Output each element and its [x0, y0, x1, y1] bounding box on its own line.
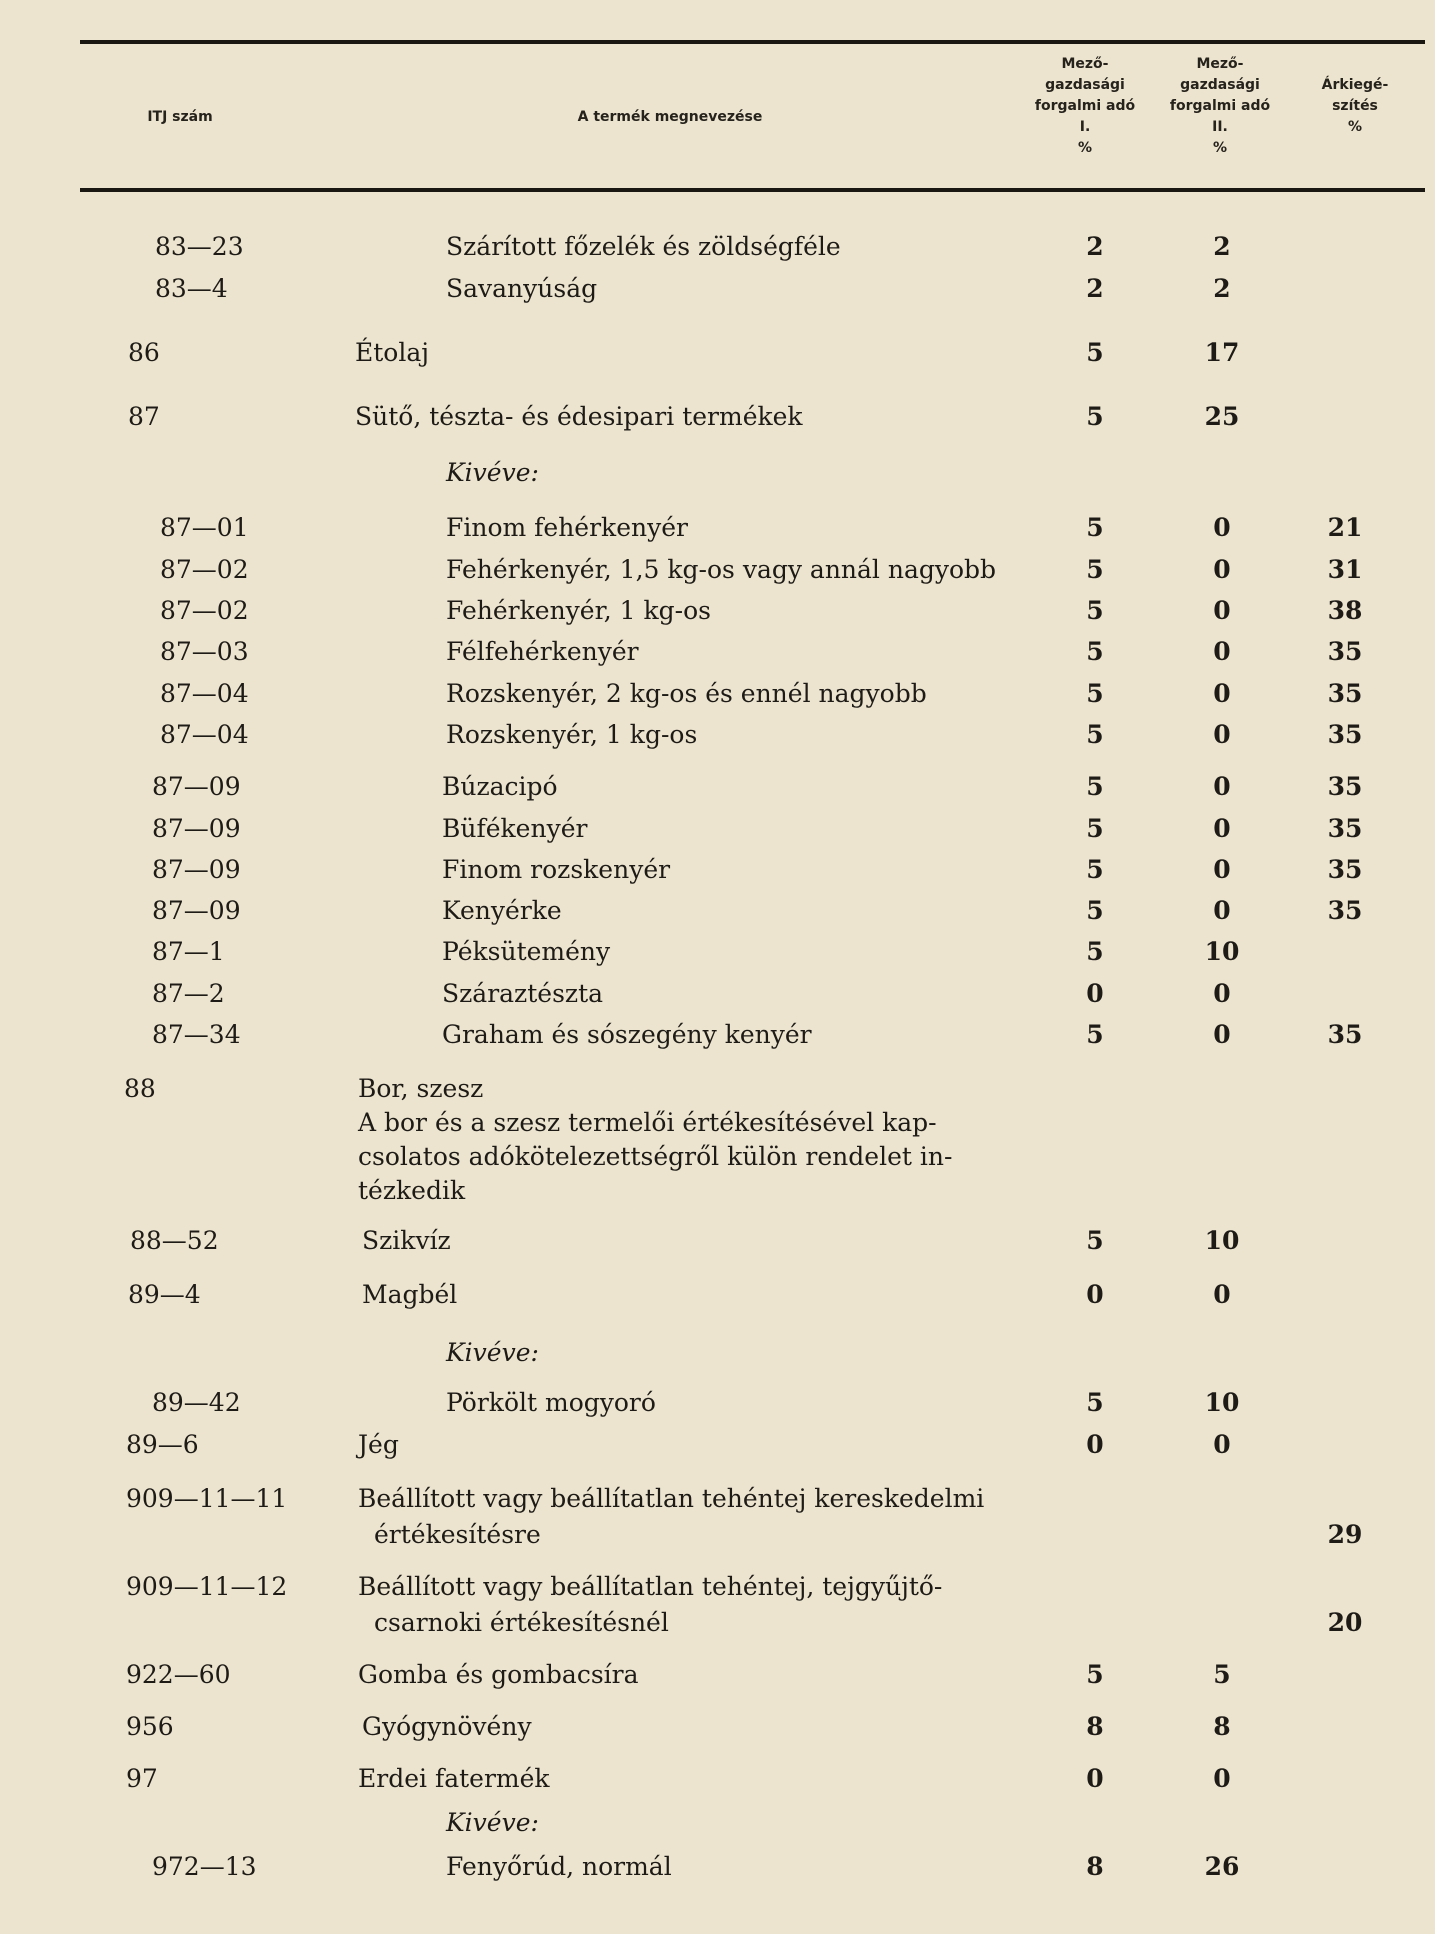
tax1-value: 0 — [1086, 1764, 1104, 1793]
tax2-value: 0 — [1213, 513, 1231, 542]
itj-code: 86 — [128, 338, 160, 367]
tax2-value: 0 — [1213, 679, 1231, 708]
product-name: Száraztészta — [442, 979, 604, 1008]
tax1-value: 5 — [1086, 720, 1104, 749]
table-row — [0, 1224, 1435, 1258]
tax1-value: 5 — [1086, 402, 1104, 431]
table-row — [0, 1570, 1435, 1604]
product-name: értékesítésre — [374, 1520, 541, 1549]
table-row — [0, 1806, 1435, 1840]
table-row — [0, 1482, 1435, 1516]
note-88: A bor és a szesz termelői értékesítésével kap- csolatos adókötelezettségről külön rendelet in- tézkedik — [358, 1108, 953, 1205]
itj-code: 87—2 — [152, 979, 225, 1008]
tax1-value: 5 — [1086, 679, 1104, 708]
itj-code: 83—4 — [155, 274, 228, 303]
tax2-value: 0 — [1213, 555, 1231, 584]
itj-code: 83—23 — [155, 232, 244, 261]
tax2-value: 0 — [1213, 979, 1231, 1008]
table-row — [0, 1606, 1435, 1640]
tax2-value: 25 — [1204, 402, 1240, 431]
product-name: Jég — [358, 1430, 399, 1459]
tax1-value: 5 — [1086, 1226, 1104, 1255]
product-name: Búzacipó — [442, 772, 558, 801]
itj-code: 956 — [126, 1712, 174, 1741]
table-row — [0, 1386, 1435, 1420]
itj-code: 87—04 — [160, 720, 249, 749]
tax1-value: 5 — [1086, 937, 1104, 966]
tax1-value: 5 — [1086, 896, 1104, 925]
price-supplement-value: 35 — [1327, 855, 1363, 884]
tax2-value: 10 — [1204, 937, 1240, 966]
tax1-value: 2 — [1086, 274, 1104, 303]
product-name: Finom rozskenyér — [442, 855, 671, 884]
tax2-value: 0 — [1213, 1280, 1231, 1309]
table-row — [0, 1072, 1435, 1106]
product-name: Kivéve: — [446, 1338, 539, 1367]
table-row — [0, 1762, 1435, 1796]
product-name: Fehérkenyér, 1,5 kg-os vagy annál nagyobb — [446, 555, 997, 584]
table-row — [0, 272, 1435, 306]
itj-code: 972—13 — [152, 1852, 257, 1881]
table-row — [0, 894, 1435, 928]
product-name: Rozskenyér, 1 kg-os — [446, 720, 698, 749]
itj-code: 87—09 — [152, 772, 241, 801]
header-price: Árkiegé- szítés % — [1321, 77, 1389, 135]
product-name: Péksütemény — [442, 937, 611, 966]
header-tax1: Mező- gazdasági forgalmi adó I. % — [1034, 56, 1136, 156]
tax1-value: 5 — [1086, 855, 1104, 884]
tax2-value: 0 — [1213, 1430, 1231, 1459]
itj-code: 87—09 — [152, 814, 241, 843]
table-row — [0, 1278, 1435, 1312]
tax1-value: 5 — [1086, 338, 1104, 367]
table-row — [0, 553, 1435, 587]
tax1-value: 5 — [1086, 596, 1104, 625]
table-row — [0, 1658, 1435, 1692]
header-tax2: Mező- gazdasági forgalmi adó II. % — [1169, 56, 1271, 156]
itj-code: 922—60 — [126, 1660, 231, 1689]
product-name: Büfékenyér — [442, 814, 588, 843]
tax1-value: 0 — [1086, 1430, 1104, 1459]
product-name: Kenyérke — [442, 896, 562, 925]
itj-code: 97 — [126, 1764, 158, 1793]
tax1-value: 5 — [1086, 814, 1104, 843]
price-supplement-value: 31 — [1327, 555, 1363, 584]
tax1-value: 5 — [1086, 555, 1104, 584]
tax1-value: 2 — [1086, 232, 1104, 261]
tax1-value: 5 — [1086, 1660, 1104, 1689]
tax2-value: 26 — [1204, 1852, 1240, 1881]
price-supplement-value: 20 — [1327, 1608, 1363, 1637]
tax2-value: 8 — [1213, 1712, 1231, 1741]
product-name: Erdei fatermék — [358, 1764, 550, 1793]
tax2-value: 5 — [1213, 1660, 1231, 1689]
tax2-value: 0 — [1213, 896, 1231, 925]
product-name: Szikvíz — [362, 1226, 451, 1255]
tax2-value: 10 — [1204, 1388, 1240, 1417]
table-row — [0, 1336, 1435, 1370]
table-row — [0, 1850, 1435, 1884]
product-name: Kivéve: — [446, 1808, 539, 1837]
price-supplement-value: 29 — [1327, 1520, 1363, 1549]
table-row — [0, 594, 1435, 628]
tax2-value: 2 — [1213, 274, 1231, 303]
table-row — [0, 770, 1435, 804]
product-name: Szárított főzelék és zöldségféle — [446, 232, 841, 261]
product-name: Gyógynövény — [362, 1712, 532, 1741]
product-name: Beállított vagy beállítatlan tehéntej kereskedelmi — [358, 1484, 985, 1513]
itj-code: 909—11—11 — [126, 1484, 288, 1513]
itj-code: 909—11—12 — [126, 1572, 288, 1601]
table-row — [0, 718, 1435, 752]
table-row — [0, 1428, 1435, 1462]
itj-code: 89—42 — [152, 1388, 241, 1417]
price-supplement-value: 21 — [1327, 513, 1363, 542]
product-name: Savanyúság — [446, 274, 598, 303]
price-supplement-value: 35 — [1327, 772, 1363, 801]
product-name: Fenyőrúd, normál — [446, 1852, 672, 1881]
price-supplement-value: 35 — [1327, 720, 1363, 749]
product-name: Fehérkenyér, 1 kg-os — [446, 596, 712, 625]
tax2-value: 0 — [1213, 1020, 1231, 1049]
tax2-value: 0 — [1213, 596, 1231, 625]
itj-code: 88 — [124, 1074, 156, 1103]
tax2-value: 17 — [1204, 338, 1240, 367]
product-name: Gomba és gombacsíra — [358, 1660, 639, 1689]
product-name: Sütő, tészta- és édesipari termékek — [355, 402, 803, 431]
tax1-value: 5 — [1086, 772, 1104, 801]
price-supplement-value: 35 — [1327, 896, 1363, 925]
table-row — [0, 635, 1435, 669]
product-name: Pörkölt mogyoró — [446, 1388, 656, 1417]
price-supplement-value: 35 — [1327, 1020, 1363, 1049]
product-name: Rozskenyér, 2 kg-os és ennél nagyobb — [446, 679, 927, 708]
itj-code: 88—52 — [130, 1226, 219, 1255]
price-supplement-value: 35 — [1327, 637, 1363, 666]
product-name: Félfehérkenyér — [446, 637, 639, 666]
tax2-value: 0 — [1213, 772, 1231, 801]
table-row — [0, 1018, 1435, 1052]
header-itj: ITJ szám — [147, 109, 213, 125]
product-name: Bor, szesz — [358, 1074, 484, 1103]
product-name: Graham és sószegény kenyér — [442, 1020, 812, 1049]
tax1-value: 8 — [1086, 1712, 1104, 1741]
itj-code: 87 — [128, 402, 160, 431]
table-row — [0, 677, 1435, 711]
tax2-value: 0 — [1213, 720, 1231, 749]
itj-code: 87—34 — [152, 1020, 241, 1049]
tax1-value: 0 — [1086, 1280, 1104, 1309]
product-name: Magbél — [362, 1280, 458, 1309]
itj-code: 89—6 — [126, 1430, 199, 1459]
table-row — [0, 935, 1435, 969]
table-row — [0, 1710, 1435, 1744]
table-row — [0, 400, 1435, 434]
tax1-value: 5 — [1086, 1020, 1104, 1049]
tax2-value: 2 — [1213, 232, 1231, 261]
tax2-value: 0 — [1213, 1764, 1231, 1793]
price-supplement-value: 38 — [1327, 596, 1363, 625]
table-row — [0, 511, 1435, 545]
tax1-value: 8 — [1086, 1852, 1104, 1881]
table-row — [0, 853, 1435, 887]
itj-code: 87—02 — [160, 596, 249, 625]
itj-code: 87—1 — [152, 937, 225, 966]
itj-code: 87—03 — [160, 637, 249, 666]
product-name: Finom fehérkenyér — [446, 513, 688, 542]
product-name: Beállított vagy beállítatlan tehéntej, tejgyűjtő- — [358, 1572, 943, 1601]
itj-code: 89—4 — [128, 1280, 201, 1309]
itj-code: 87—09 — [152, 896, 241, 925]
table-row — [0, 456, 1435, 490]
itj-code: 87—02 — [160, 555, 249, 584]
price-supplement-value: 35 — [1327, 814, 1363, 843]
product-name: csarnoki értékesítésnél — [374, 1608, 669, 1637]
product-name: Étolaj — [355, 338, 429, 367]
tax2-value: 0 — [1213, 814, 1231, 843]
itj-code: 87—04 — [160, 679, 249, 708]
table-row — [0, 812, 1435, 846]
table-row — [0, 336, 1435, 370]
table-row — [0, 977, 1435, 1011]
price-supplement-value: 35 — [1327, 679, 1363, 708]
tax2-value: 0 — [1213, 855, 1231, 884]
itj-code: 87—09 — [152, 855, 241, 884]
itj-code: 87—01 — [160, 513, 249, 542]
tax1-value: 5 — [1086, 513, 1104, 542]
tax2-value: 0 — [1213, 637, 1231, 666]
top-rule — [80, 40, 1425, 44]
tax1-value: 5 — [1086, 637, 1104, 666]
table-row — [0, 1518, 1435, 1552]
header-bottom-rule — [80, 188, 1425, 192]
product-name: Kivéve: — [446, 458, 539, 487]
tax1-value: 0 — [1086, 979, 1104, 1008]
tax1-value: 5 — [1086, 1388, 1104, 1417]
tax2-value: 10 — [1204, 1226, 1240, 1255]
table-row — [0, 230, 1435, 264]
header-name: A termék megnevezése — [577, 109, 763, 125]
